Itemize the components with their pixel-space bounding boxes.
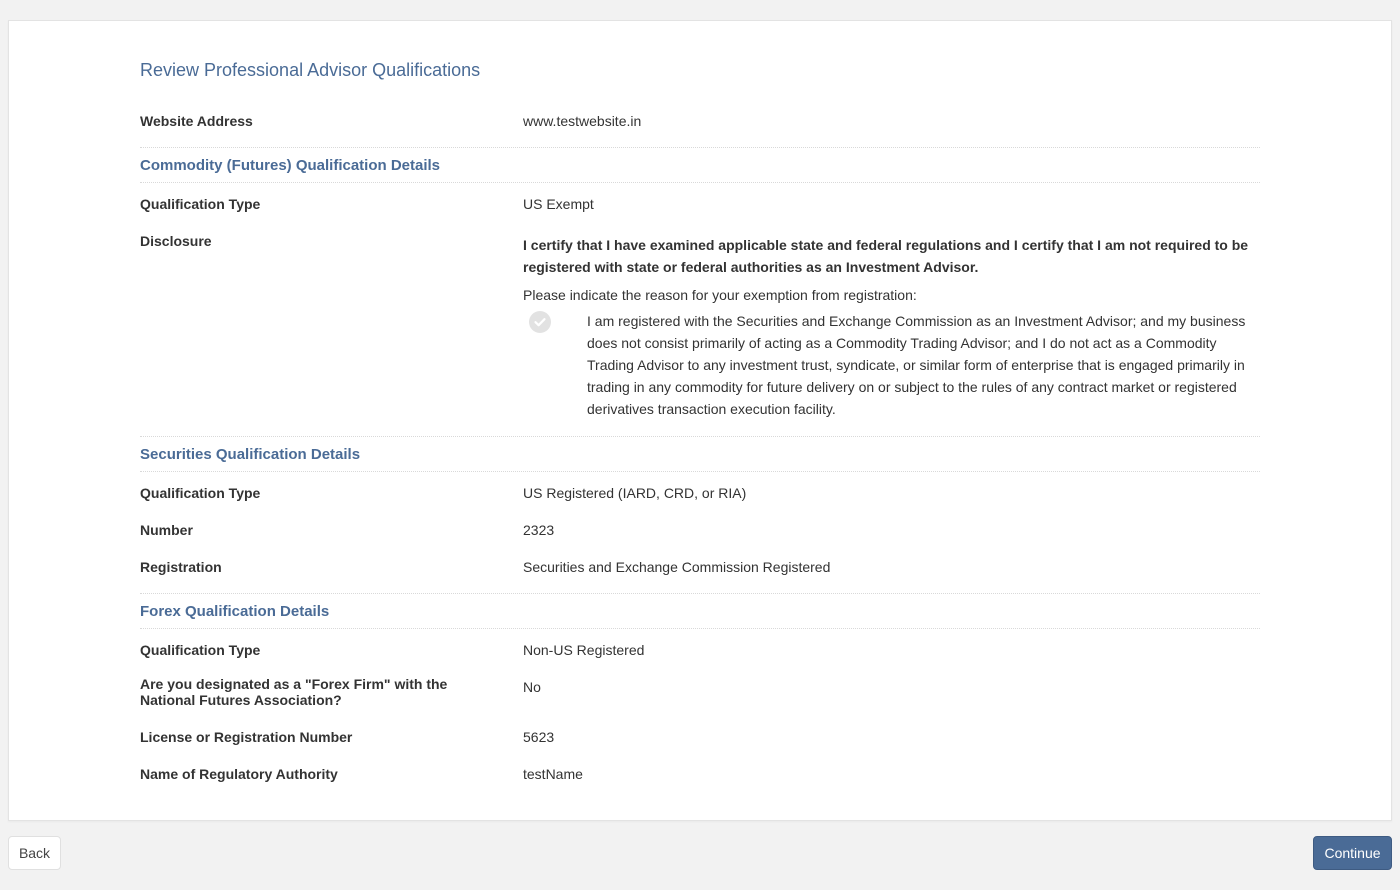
divider bbox=[140, 628, 1260, 629]
securities-number-value: 2323 bbox=[523, 522, 555, 538]
regulatory-authority-label: Name of Regulatory Authority bbox=[140, 766, 338, 782]
divider bbox=[140, 471, 1260, 472]
forex-section-title: Forex Qualification Details bbox=[140, 603, 330, 620]
forex-firm-label: Are you designated as a "Forex Firm" with the National Futures Association? bbox=[140, 676, 448, 708]
forex-firm-value: No bbox=[523, 679, 541, 695]
exemption-reason-text: I am registered with the Securities and Exchange Commission as an Investment Advisor; and my business does not consist primarily of acting as a Commodity Trading Advisor; and I do not act as a Commodity Trading Advisor to any investment trust, syndicate, or similar form of enterprise that is engaged primarily in trading in any commodity for future delivery on or subject to the rules of any contract market or registered derivatives transaction execution facility. bbox=[587, 313, 1246, 417]
divider bbox=[140, 147, 1260, 148]
divider bbox=[140, 593, 1260, 594]
exemption-reason-prompt: Please indicate the reason for your exemption from registration: bbox=[523, 287, 917, 303]
website-value: www.testwebsite.in bbox=[523, 113, 642, 129]
forex-qualification-type-label: Qualification Type bbox=[140, 642, 261, 658]
divider bbox=[140, 436, 1260, 437]
forex-qualification-type-value: Non-US Registered bbox=[523, 642, 645, 658]
securities-section-title: Securities Qualification Details bbox=[140, 446, 361, 463]
check-circle-icon bbox=[529, 311, 551, 333]
securities-qualification-type-value: US Registered (IARD, CRD, or RIA) bbox=[523, 485, 747, 501]
commodity-qualification-type-label: Qualification Type bbox=[140, 196, 261, 212]
commodity-section-title: Commodity (Futures) Qualification Details bbox=[140, 157, 441, 174]
securities-registration-label: Registration bbox=[140, 559, 222, 575]
license-number-value: 5623 bbox=[523, 729, 555, 745]
back-button[interactable]: Back bbox=[8, 836, 61, 870]
securities-qualification-type-label: Qualification Type bbox=[140, 485, 261, 501]
securities-registration-value: Securities and Exchange Commission Registered bbox=[523, 559, 831, 575]
website-label: Website Address bbox=[140, 113, 253, 129]
review-card bbox=[8, 20, 1392, 821]
commodity-qualification-type-value: US Exempt bbox=[523, 196, 594, 212]
disclosure-label: Disclosure bbox=[140, 233, 212, 249]
page-title: Review Professional Advisor Qualifications bbox=[140, 60, 481, 80]
license-number-label: License or Registration Number bbox=[140, 729, 353, 745]
regulatory-authority-value: testName bbox=[523, 766, 583, 782]
divider bbox=[140, 182, 1260, 183]
securities-number-label: Number bbox=[140, 522, 193, 538]
disclosure-certify-text: I certify that I have examined applicable state and federal regulations and I certify that I am not required to be registered with state or federal authorities as an Investment Advisor. bbox=[523, 237, 1249, 275]
continue-button[interactable]: Continue bbox=[1313, 836, 1392, 870]
